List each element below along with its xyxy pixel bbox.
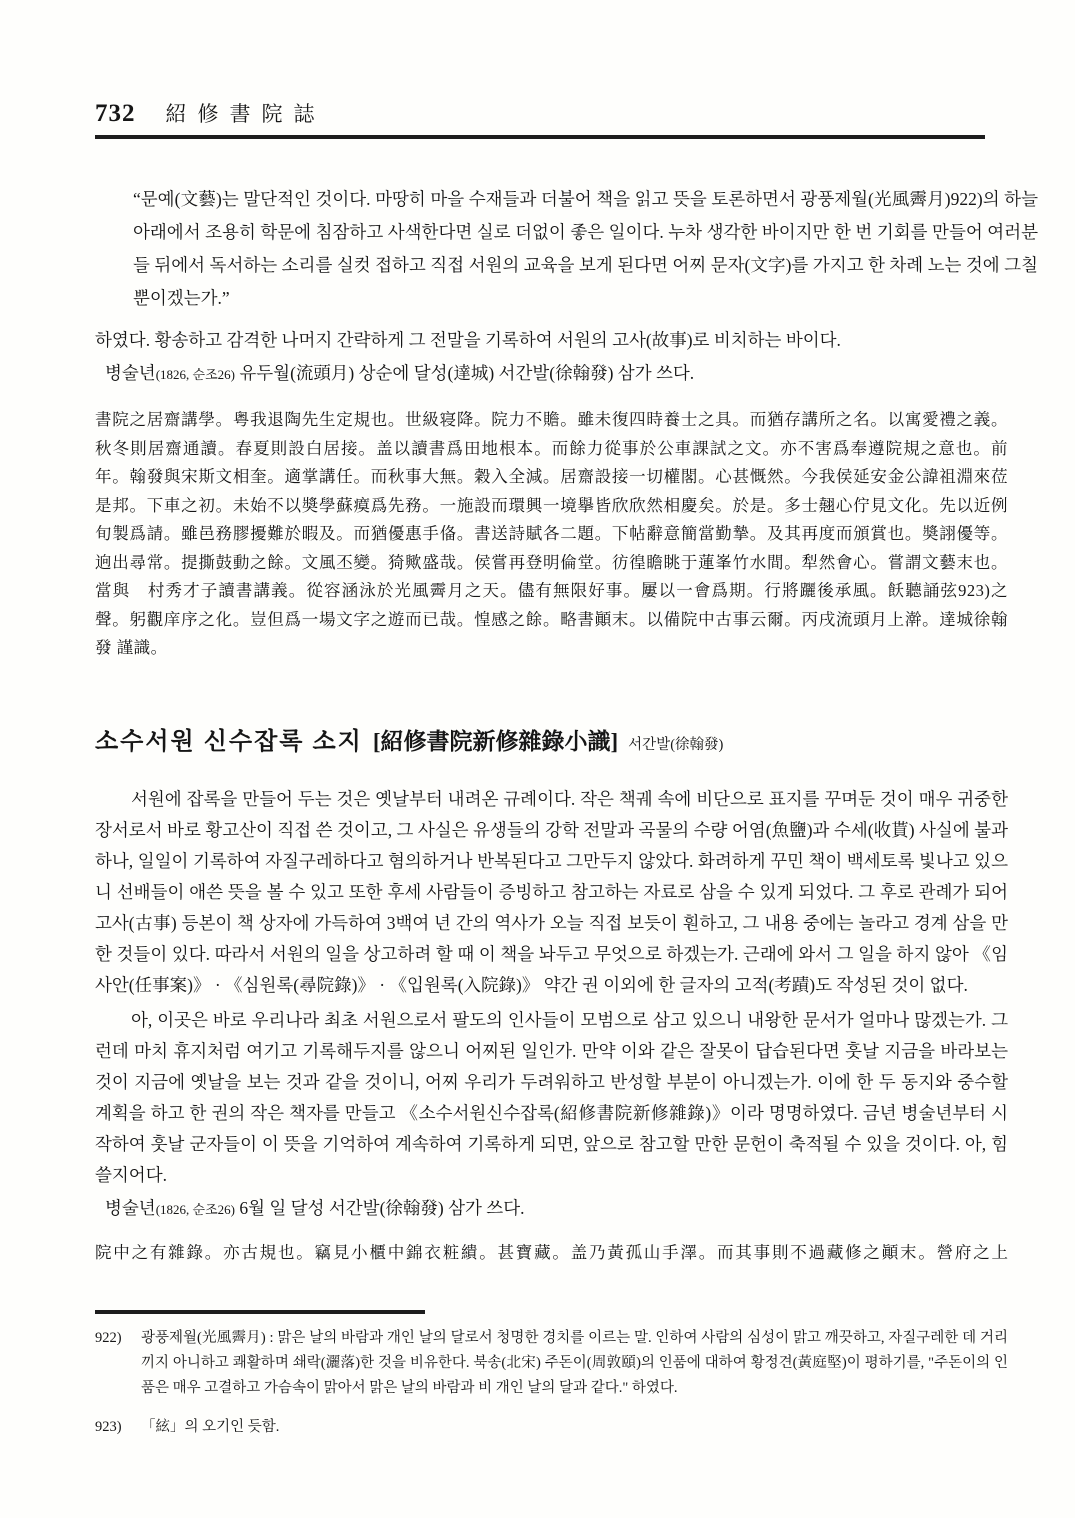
footnote-922 (95, 1326, 1008, 1401)
footnote-923 (95, 1415, 1008, 1440)
body-paragraph-1: 서원에 잡록을 만들어 두는 것은 옛날부터 내려온 규례이다. 작은 책궤 속에 비단으로 표지를 꾸며둔 것이 매우 귀중한 장서로서 바로 황고산이 직접 쓴 것이고, 그 사실은 유생들의 강학 전말과 곡물의 수량 어염(魚鹽)과 수세(收貰) 사실에 불과하나, 일일이 기록하여 자질구레하다고 혐의하거나 반복된다고 그만두지 않았다. 화려하게 꾸민 책이 백세토록 빛나고 있으니 선배들이 애쓴 뜻을 볼 수 있고 또한 후세 사람들이 증빙하고 참고하는 자료로 삼을 수 있게 되었다. 그 후로 관례가 되어 고사(古事) 등본이 책 상자에 가득하여 3백여 년 간의 역사가 오늘 직접 보듯이 훤하고, 그 내용 중에는 놀라고 경계 삼을 만한 것들이 있다. 따라서 서원의 일을 상고하려 할 때 이 책을 놔두고 무엇으로 하겠는가. 근래에 와서 그 일을 하지 않아 《임사안(任事案)》 · 《심원록(尋院錄)》 · 《입원록(入院錄)》 약간 권 이외에 한 글자의 고적(考蹟)도 작성된 것이 없다. (95, 788, 1009, 995)
hanmun-original-text: 書院之居齋講學。粤我退陶先生定規也。世級寝降。院力不贍。雖未復四時養士之具。而猶存講所之名。以寓愛禮之義。秋冬則居齋通讀。春夏則設白居接。盖以讀書爲田地根本。而餘力從事於公車課試之文。亦不害爲奉遵院規之意也。前年。翰發與宋斯文相奎。適掌講任。而秋事大無。穀入全減。居齋設接一切權閣。心甚慨然。今我侯延安金公諱祖淵來莅是邦。下車之初。未始不以奬學蘇瘼爲先務。一施設而環興一境擧皆欣欣然相慶矣。於是。多士翹心佇見文化。先以近例旬製爲請。雖邑務膠擾難於暇及。而猶優惠手俻。書送詩賦各二題。下帖辭意簡當勤摯。及其再度而頒賞也。奬詡優等。逈出尋常。提撕鼓動之餘。文風丕變。猗歟盛哉。侯嘗再登明倫堂。彷徨瞻眺于蓮峯竹水間。犁然會心。嘗謂文藝末也。當與 村秀才子讀書講義。從容涵泳於光風霽月之天。儘有無限好事。屢以一會爲期。行將躧後承風。飫聽誦弦923)之聲。躬觀庠序之化。豈但爲一場文字之遊而已哉。惶感之餘。略書顚末。以備院中古事云爾。丙戌流頭月上澣。達城徐翰發 謹識。 (95, 410, 1008, 657)
date-year-small: (1826, 순조26) (155, 1201, 235, 1217)
date-rest: 6월 일 달성 서간발(徐翰發) 삼가 쓰다. (235, 1197, 525, 1218)
footnote-divider (95, 1310, 425, 1314)
section-heading (95, 721, 1005, 756)
page-number: 732 (95, 100, 136, 127)
signature-date-line-1 (95, 358, 1005, 390)
quoted-passage: “문예(文藝)는 말단적인 것이다. 마땅히 마을 수재들과 더불어 책을 읽고 뜻을 토론하면서 광풍제월(光風霽月)922)의 하늘 아래에서 조용히 학문에 침잠하고 사색한다면 실로 더없이 좋은 일이다. 누차 생각한 바이지만 한 번 기회를 만들어 여러분들 뒤에서 독서하는 소리를 실컷 접하고 직접 서원의 교육을 보게 된다면 어찌 문자(文字)를 가지고 한 차례 노는 것에 그칠 뿐이겠는가.” (133, 189, 1038, 308)
section-title-korean: 소수서원 신수잡록 소지 (95, 728, 363, 755)
footnote-number: 922) (95, 1330, 122, 1346)
footnote-number: 923) (95, 1419, 122, 1435)
date-prefix: 병술년 (105, 1197, 156, 1218)
date-prefix: 병술년 (105, 363, 156, 383)
signature-date-line-2 (95, 1193, 1005, 1225)
hanmun-continuation-line: 院中之有雜錄。亦古規也。竊見小櫃中錦衣粧繢。甚寶藏。盖乃黃孤山手澤。而其事則不過藏修之顚末。營府之上 (95, 1242, 1008, 1262)
running-head (95, 98, 985, 139)
footnote-area (95, 1310, 1008, 1454)
closing-sentence: 하였다. 황송하고 감격한 나머지 간략하게 그 전말을 기록하여 서원의 고사(故事)로 비치하는 바이다. (95, 330, 841, 350)
footnote-text: 광풍제월(光風霽月) : 맑은 날의 바람과 개인 날의 달로서 청명한 경치를 이르는 말. 인하여 사람의 심성이 맑고 깨끗하고, 자질구레한 데 거리끼지 아니하고 쾌활하며 쇄락(灑落)한 것을 비유한다. 북송(北宋) 주돈이(周敦頤)의 인품에 대하여 황정견(黃庭堅)이 평하기를, "주돈이의 인품은 매우 고결하고 가슴속이 맑아서 맑은 날의 바람과 비 개인 날의 달과 같다." 하였다. (141, 1330, 1008, 1396)
footnote-text: 「絃」의 오기인 듯함. (141, 1419, 280, 1435)
date-rest: 유두월(流頭月) 상순에 달성(達城) 서간발(徐翰發) 삼가 쓰다. (235, 363, 695, 383)
book-title: 紹修書院誌 (165, 102, 326, 126)
date-year-small: (1826, 순조26) (155, 367, 235, 382)
section-title-hanja: [紹修書院新修雜錄小識] (372, 728, 619, 754)
section-author: 서간발(徐翰發) (628, 736, 724, 753)
body-paragraph-2: 아, 이곳은 바로 우리나라 최초 서원으로서 팔도의 인사들이 모범으로 삼고 있으니 내왕한 문서가 얼마나 많겠는가. 그런데 마치 휴지처럼 여기고 기록해두지를 않으니 어찌된 일인가. 만약 이와 같은 잘못이 답습된다면 훗날 지금을 바라보는 것이 지금에 옛날을 보는 것과 같을 것이니, 어찌 우리가 두려워하고 반성할 부분이 아니겠는가. 이에 한 두 동지와 중수할 계획을 하고 한 권의 작은 책자를 만들고 《소수서원신수잡록(紹修書院新修雜錄)》이라 명명하였다. 금년 병술년부터 시작하여 훗날 군자들이 이 뜻을 기억하여 계속하여 기록하게 되면, 앞으로 참고할 만한 문헌이 축적될 수 있을 것이다. 아, 힘쓸지어다. (95, 1009, 1008, 1185)
